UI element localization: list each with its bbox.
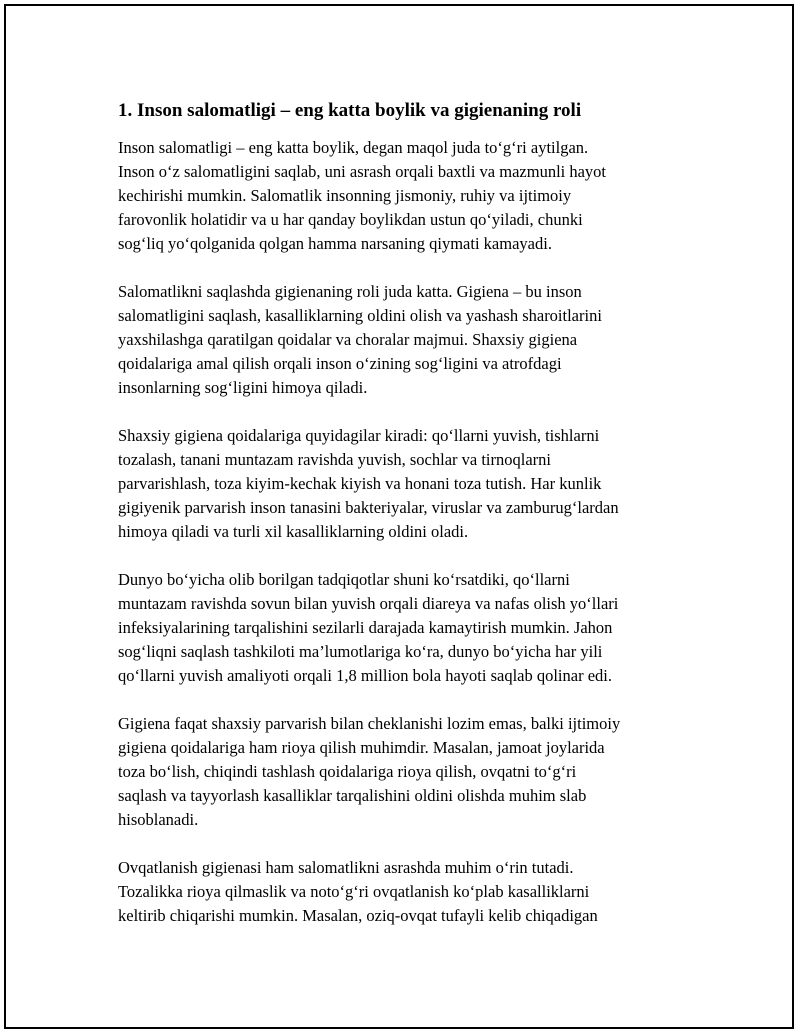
text-line: Ovqatlanish gigienasi ham salomatlikni asrashda muhim o‘rin tutadi. bbox=[118, 858, 574, 877]
text-line: muntazam ravishda sovun bilan yuvish orqali diareya va nafas olish yo‘llari bbox=[118, 594, 619, 613]
text-line: keltirib chiqarishi mumkin. Masalan, oziq-ovqat tufayli kelib chiqadigan bbox=[118, 906, 598, 925]
text-line: toza bo‘lish, chiqindi tashlash qoidalariga rioya qilish, ovqatni to‘g‘ri bbox=[118, 762, 577, 781]
text-line: qo‘llarni yuvish amaliyoti orqali 1,8 million bola hayoti saqlab qolinar edi. bbox=[118, 666, 612, 685]
paragraph-3 bbox=[118, 424, 690, 544]
document-title: 1. Inson salomatligi – eng katta boylik va gigienaning roli bbox=[118, 100, 582, 121]
paragraph-6 bbox=[118, 856, 690, 928]
text-line: hisoblanadi. bbox=[118, 810, 199, 829]
paragraph-2 bbox=[118, 280, 690, 400]
paragraph-5 bbox=[118, 712, 690, 832]
text-line: saqlash va tayyorlash kasalliklar tarqalishini oldini olishda muhim slab bbox=[118, 786, 587, 805]
text-line: Inson salomatligi – eng katta boylik, degan maqol juda to‘g‘ri aytilgan. bbox=[118, 138, 589, 157]
text-line: sog‘liqni saqlash tashkiloti ma’lumotlariga ko‘ra, dunyo bo‘yicha har yili bbox=[118, 642, 603, 661]
text-line: Gigiena faqat shaxsiy parvarish bilan cheklanishi lozim emas, balki ijtimoiy bbox=[118, 714, 621, 733]
text-line: gigiena qoidalariga ham rioya qilish muhimdir. Masalan, jamoat joylarida bbox=[118, 738, 605, 757]
text-line: Salomatlikni saqlashda gigienaning roli juda katta. Gigiena – bu inson bbox=[118, 282, 582, 301]
text-line: infeksiyalarining tarqalishini sezilarli darajada kamaytirish mumkin. Jahon bbox=[118, 618, 613, 637]
text-line: insonlarning sog‘ligini himoya qiladi. bbox=[118, 378, 368, 397]
text-line: tozalash, tanani muntazam ravishda yuvish, sochlar va tirnoqlarni bbox=[118, 450, 551, 469]
paragraph-1 bbox=[118, 136, 690, 256]
text-line: Shaxsiy gigiena qoidalariga quyidagilar kiradi: qo‘llarni yuvish, tishlarni bbox=[118, 426, 600, 445]
text-line: parvarishlash, toza kiyim-kechak kiyish va honani toza tutish. Har kunlik bbox=[118, 474, 602, 493]
text-line: himoya qiladi va turli xil kasalliklarning oldini oladi. bbox=[118, 522, 469, 541]
text-line: yaxshilashga qaratilgan qoidalar va choralar majmui. Shaxsiy gigiena bbox=[118, 330, 578, 349]
text-line: gigiyenik parvarish inson tanasini bakteriyalar, viruslar va zamburug‘lardan bbox=[118, 498, 619, 517]
page-frame bbox=[4, 4, 794, 1029]
text-line: salomatligini saqlash, kasalliklarning oldini olish va yashash sharoitlarini bbox=[118, 306, 602, 325]
text-line: sog‘liq yo‘qolganida qolgan hamma narsaning qiymati kamayadi. bbox=[118, 234, 552, 253]
text-line: Inson o‘z salomatligini saqlab, uni asrash orqali baxtli va mazmunli hayot bbox=[118, 162, 607, 181]
text-line: kechirishi mumkin. Salomatlik insonning jismoniy, ruhiy va ijtimoiy bbox=[118, 186, 572, 205]
text-line: qoidalariga amal qilish orqali inson o‘zining sog‘ligini va atrofdagi bbox=[118, 354, 562, 373]
text-line: Dunyo bo‘yicha olib borilgan tadqiqotlar shuni ko‘rsatdiki, qo‘llarni bbox=[118, 570, 570, 589]
document-content bbox=[118, 98, 690, 952]
text-line: farovonlik holatidir va u har qanday boylikdan ustun qo‘yiladi, chunki bbox=[118, 210, 583, 229]
paragraph-4 bbox=[118, 568, 690, 688]
text-line: Tozalikka rioya qilmaslik va noto‘g‘ri ovqatlanish ko‘plab kasalliklarni bbox=[118, 882, 590, 901]
